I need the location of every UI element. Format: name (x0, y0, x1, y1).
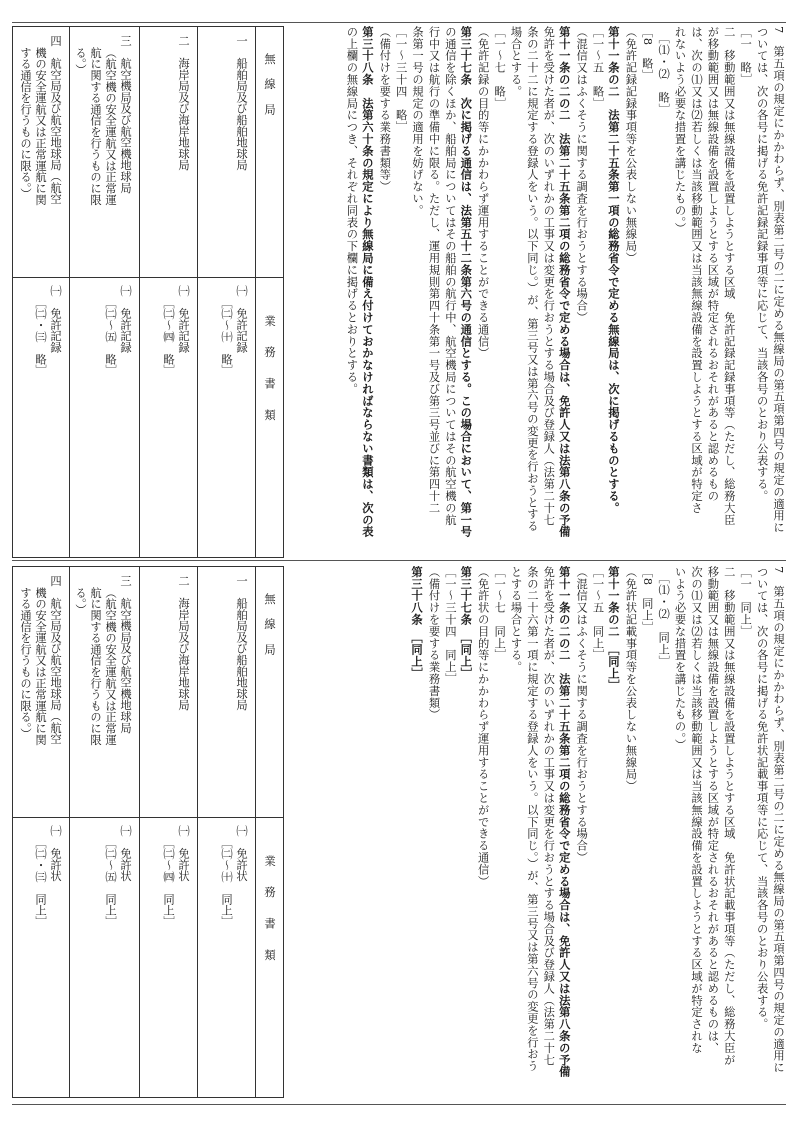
table-cell-documents (13, 285, 69, 551)
document-line: ㈠ 免許状 (49, 825, 62, 882)
body-line: 場合とする。 (509, 26, 523, 98)
station-line: 三 航空機局及び航空機地球局 (119, 35, 132, 194)
body-line: 二 移動範囲又は無線設備を設置しようとする区域 免許記録記録事項等（ただし、総務大臣 (722, 26, 736, 526)
body-line: 条の二十二に規定する登録人をいう。以下同じ。）が、第三号又は第六号の変更を行おうとする (525, 26, 539, 533)
middle-rule (12, 560, 786, 561)
body-line: （免許記録記録事項等を公表しない無線局） (624, 26, 638, 264)
table-header-station (255, 575, 283, 811)
table-cell-station (69, 35, 139, 271)
document-line: ［㈡・㈢ 略］ (34, 297, 47, 377)
document-line: ［㈡～㈤ 略］ (104, 297, 117, 377)
body-line: 第三十八条 ［同上］ (410, 566, 425, 680)
table-divider (13, 277, 283, 278)
table-header-documents (255, 285, 283, 551)
body-line: 第十一条の二 ［同上］ (606, 566, 621, 692)
body-line: （免許状記載事項等を公表しない無線局） (624, 566, 638, 793)
station-line: る。） (74, 587, 87, 616)
body-line: 移動範囲又は無線設備を設置しようとする区域が特定されるおそれがあると認めるものは、 (706, 566, 720, 1054)
body-line: ［一 略］ (739, 26, 753, 86)
body-line: ［一～七 同上］ (493, 566, 507, 662)
table-cell-station (139, 575, 197, 811)
station-line: 一 船舶局及び船舶地球局 (235, 35, 248, 171)
header-label: 無線局 (263, 593, 276, 669)
body-line: 第三十八条 法第六十条の規定により無線局に備え付けておかなければならない書類は、次の表 (360, 26, 375, 538)
document-line: ［㈡～㈩ 同上］ (220, 837, 233, 928)
table-cell-documents (139, 825, 197, 1091)
station-line: 二 海岸局及び海岸地球局 (177, 575, 190, 711)
document-line: ㈠ 免許記録 (235, 285, 248, 353)
station-line: 四 航空局及び航空地球局（航空 (49, 35, 62, 205)
document-line: ㈠ 免許記録 (177, 285, 190, 353)
body-line: ついては、次の各号に掲げる免許記録記録事項等に応じて、当該各号のとおり公表する。 (755, 26, 769, 502)
lower-body-text (284, 566, 786, 1086)
table-cell-documents (139, 285, 197, 551)
document-line: ［㈡～㈣ 同上］ (162, 837, 175, 928)
table-header-station (255, 35, 283, 271)
body-line: の通信を除くほか、船舶局についてはその船舶の航行中、航空機局についてはその航空機の航 (443, 26, 457, 526)
body-line: の上欄の無線局につき、それぞれ同表の下欄に掲げるとおりとする。 (345, 26, 359, 395)
table-cell-station (13, 575, 69, 811)
body-line: 免許を受けた者が、次のいずれかの工事又は変更を行おうとする場合及び登録人（法第二十七 (542, 26, 556, 526)
body-line: ［8 略］ (640, 26, 654, 82)
body-line: 7 第五項の規定にかかわらず、別表第二号の二に定める無線局の第五項第四号の規定の適用に (772, 566, 785, 1074)
document-line: ㈠ 免許状 (235, 825, 248, 882)
body-line: 次の⑴又は⑵若しくは当該移動範囲又は当該無線設備を設置しようとする区域が特定されな (689, 566, 703, 1054)
body-line: ［8 同上］ (640, 566, 654, 634)
lower-half (12, 566, 786, 1096)
body-line: 7 第五項の規定にかかわらず、別表第二号の二に定める無線局の第五項第四号の規定の適用に (772, 26, 785, 534)
body-line: 行中又は航行の準備中に限る。ただし、運用規則第四十条第一号及び第三号並びに第四十二 (427, 26, 441, 514)
body-line: （混信又はふくそうに関する調査を行おうとする場合） (575, 26, 589, 324)
station-line: 一 船舶局及び船舶地球局 (235, 575, 248, 711)
body-line: ［一 同上］ (739, 566, 753, 638)
body-line: ［一～七 略］ (493, 26, 507, 110)
body-line: 第三十七条 ［同上］ (459, 566, 474, 680)
body-line: ［⑴・⑵ 略］ (657, 26, 671, 116)
upper-half (12, 26, 786, 556)
lower-duty-documents-table (12, 566, 284, 1098)
station-line: る。） (74, 47, 87, 76)
table-cell-documents (69, 825, 139, 1091)
body-line: （混信又はふくそうに関する調査を行おうとする場合） (575, 566, 589, 864)
body-line: 免許を受けた者が、次のいずれかの工事又は変更を行おうとする場合及び登録人（法第二十七 (542, 566, 556, 1066)
document-line: ［㈡・㈢ 同上］ (34, 837, 47, 928)
table-divider (13, 817, 283, 818)
document-line: ㈠ 免許状 (177, 825, 190, 882)
table-cell-documents (13, 825, 69, 1091)
station-line: 機の安全運航又は正常運航に関 (34, 587, 47, 746)
station-line: 航に関する通信を行うものに限 (89, 587, 102, 746)
header-label: 無線局 (263, 53, 276, 129)
body-line: ［一～五 同上］ (591, 566, 605, 662)
station-line: する通信を行うものに限る。） (19, 587, 32, 740)
body-line: ［一～三十四 略］ (394, 26, 408, 134)
station-line: （航空機の安全運航又は正常運 (104, 587, 117, 746)
body-line: が移動範囲又は無線設備を設置しようとする区域が特定されるおそれがあると認めるもの (706, 26, 720, 502)
body-line: 第十一条の二の二 法第二十五条第二項の総務省令で定める場合は、免許人又は法第八条の予備 (557, 566, 572, 1078)
station-line: （航空機の安全運航又は正常運 (104, 47, 117, 206)
body-line: ついては、次の各号に掲げる免許状記載事項等に応じて、当該各号のとおり公表する。 (755, 566, 769, 1031)
body-line: 条の二十六第一項に規定する登録人をいう。以下同じ。）が、第三号又は第六号の変更を行おう (525, 566, 539, 1073)
station-line: 二 海岸局及び海岸地球局 (177, 35, 190, 171)
station-line: 機の安全運航又は正常運航に関 (34, 47, 47, 206)
header-label: 業務書類 (263, 855, 276, 981)
bottom-rule (12, 1104, 786, 1105)
table-cell-documents (69, 285, 139, 551)
body-line: （備付けを要する業務書類） (427, 566, 441, 721)
table-cell-station (197, 35, 255, 271)
document-line: ㈠ 免許記録 (119, 285, 132, 353)
upper-duty-documents-table (12, 26, 284, 558)
body-line: （免許状の目的等にかかわらず運用することができる通信） (476, 566, 490, 888)
body-line: 第十一条の二 法第二十五条第一項の総務省令で定める無線局は、次に掲げるものとする。 (606, 26, 621, 514)
body-line: ［⑴・⑵ 同上］ (657, 566, 671, 668)
table-cell-station (139, 35, 197, 271)
body-line: 第十一条の二の二 法第二十五条第二項の総務省令で定める場合は、免許人又は法第八条の予備 (557, 26, 572, 538)
body-line: （免許記録の目的等にかかわらず運用することができる通信） (476, 26, 490, 360)
body-line: ［一～三十四 同上］ (443, 566, 457, 685)
table-cell-station (13, 35, 69, 271)
body-line: 第三十七条 次に掲げる通信は、法第五十二条第六号の通信とする。この場合において、第一号 (459, 26, 474, 538)
table-cell-documents (197, 825, 255, 1091)
body-line: （備付けを要する業務書類等） (378, 26, 392, 193)
document-line: ㈠ 免許状 (119, 825, 132, 882)
top-rule (12, 22, 786, 23)
body-line: ［一～五 略］ (591, 26, 605, 110)
body-line: 条第一号の規定の適用を妨げない。 (411, 26, 425, 217)
body-line: 二 移動範囲又は無線設備を設置しようとする区域 免許状記載事項等（ただし、総務大臣が (722, 566, 736, 1066)
upper-body-text (284, 26, 786, 546)
document-line: ［㈡～㈣ 略］ (162, 297, 175, 377)
station-line: する通信を行うものに限る。） (19, 47, 32, 200)
station-line: 三 航空機局及び航空機地球局 (119, 575, 132, 734)
document-line: ［㈡～㈩ 略］ (220, 297, 233, 377)
header-label: 業務書類 (263, 315, 276, 441)
table-header-documents (255, 825, 283, 1091)
document-line: ［㈡～㈤ 同上］ (104, 837, 117, 928)
document-line: ㈠ 免許記録 (49, 285, 62, 353)
body-line: とする場合とする。 (509, 566, 523, 674)
body-line: は、次の⑴又は⑵若しくは当該移動範囲又は当該無線設備を設置しようとする区域が特定さ (689, 26, 703, 514)
station-line: 航に関する通信を行うものに限 (89, 47, 102, 206)
body-line: いよう必要な措置を講じたもの。） (673, 566, 687, 751)
table-cell-documents (197, 285, 255, 551)
table-cell-station (69, 575, 139, 811)
body-line: れないよう必要な措置を講じたもの。） (673, 26, 687, 235)
station-line: 四 航空局及び航空地球局（航空 (49, 575, 62, 745)
table-cell-station (197, 575, 255, 811)
